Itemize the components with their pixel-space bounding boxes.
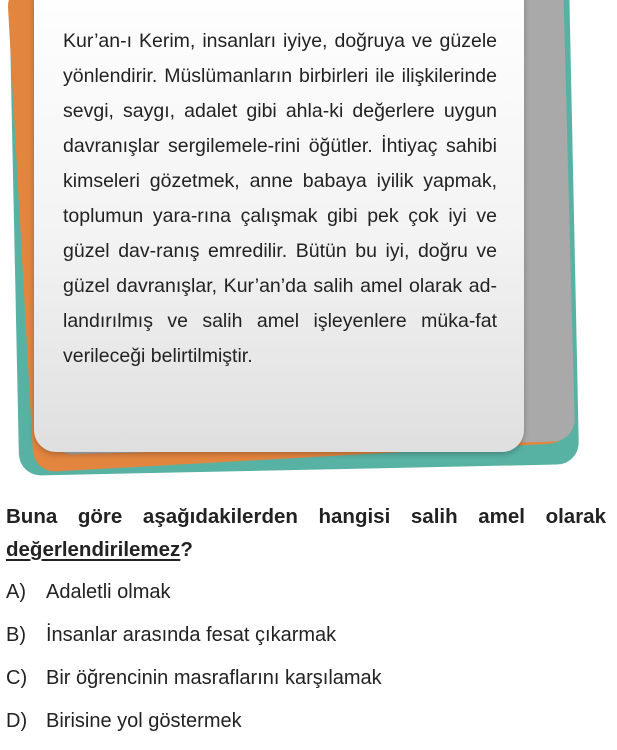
option-text: Birisine yol göstermek bbox=[46, 710, 242, 732]
option-letter: B) bbox=[6, 624, 26, 646]
option-c[interactable] bbox=[6, 664, 606, 707]
option-text: Bir öğrencinin masraflarını karşılamak bbox=[46, 667, 382, 689]
option-a[interactable] bbox=[6, 578, 606, 621]
question-stem bbox=[6, 500, 606, 566]
passage-text: Kur’an-ı Kerim, insanları iyiye, doğruya ve güzele yönlendirir. Müslümanların birbirleri ile ilişkilerinde sevgi, saygı, adalet gibi ahla-ki değerlere uygun davranışlar sergilemele-rini öğütler. İhtiyaç sahibi kimseleri gözetmek, anne babaya iyilik yapmak, toplumun yara-rına çalışmak gibi pek çok iyi ve güzel dav-ranış emredilir. Bütün bu iyi, doğru ve güzel davranışlar, Kur’an’da salih amel olarak ad-landırılmış ve salih amel işleyenlere müka-fat verileceği belirtilmiştir. bbox=[63, 30, 497, 367]
option-letter: D) bbox=[6, 710, 28, 732]
option-d[interactable] bbox=[6, 707, 606, 750]
option-letter: A) bbox=[6, 581, 26, 603]
option-text: Adaletli olmak bbox=[46, 581, 171, 603]
option-letter: C) bbox=[6, 667, 28, 689]
question-lead: Buna göre aşağıdakilerden hangisi salih amel olarak bbox=[6, 505, 606, 528]
question-mark: ? bbox=[180, 538, 193, 561]
option-b[interactable] bbox=[6, 621, 606, 664]
option-text: İnsanlar arasında fesat çıkarmak bbox=[46, 624, 337, 646]
answer-options bbox=[6, 578, 606, 750]
question-emphasis: değerlendirilemez bbox=[6, 538, 181, 561]
